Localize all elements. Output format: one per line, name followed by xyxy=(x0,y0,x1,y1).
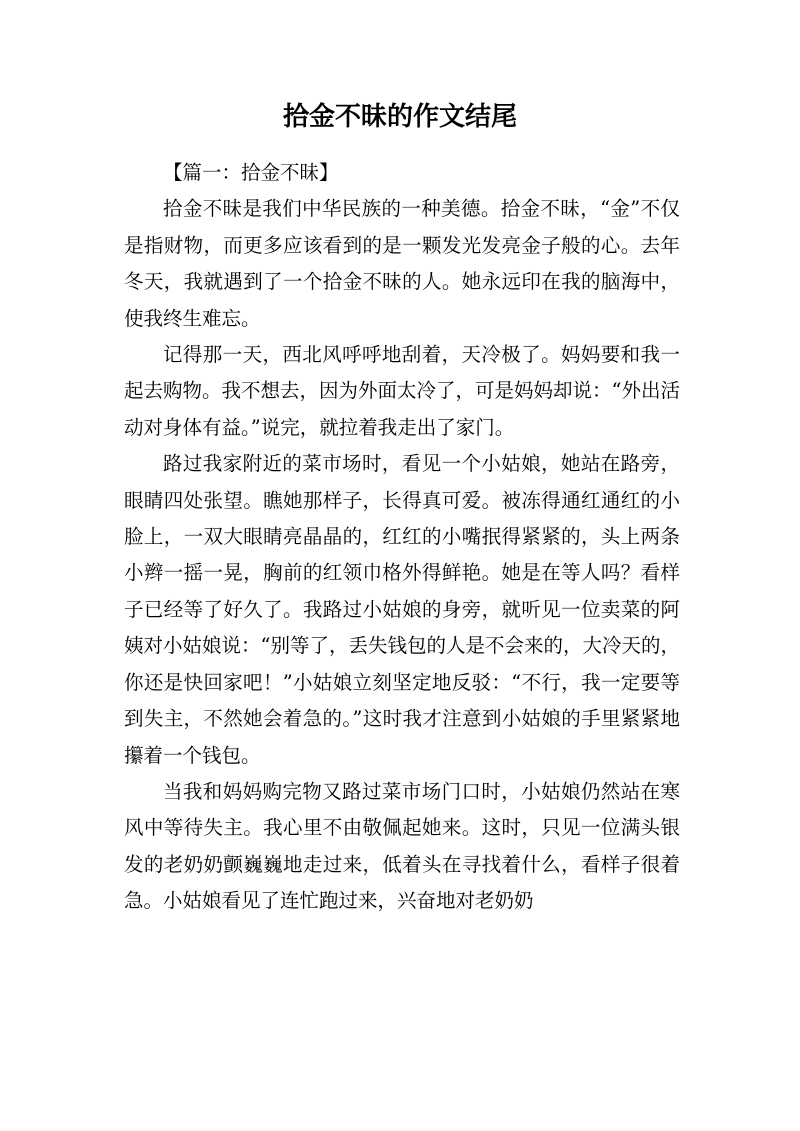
document-title: 拾金不昧的作文结尾 xyxy=(282,102,517,132)
paragraph-4: 当我和妈妈购完物又路过菜市场门口时，小姑娘仍然站在寒风中等待失主。我心里不由敬佩起她来。这时，只见一位满头银发的老奶奶颤巍巍地走过来，低着头在寻找着什么，看样子很着急。小姑娘看见了连忙跑过来，兴奋地对老奶奶 xyxy=(124,779,680,913)
paragraph-2: 记得那一天，西北风呼呼地刮着，天冷极了。妈妈要和我一起去购物。我不想去，因为外面太冷了，可是妈妈却说：“外出活动对身体有益。”说完，就拉着我走出了家门。 xyxy=(124,343,680,439)
section-heading: 【篇一：拾金不昧】 xyxy=(163,161,339,184)
paragraph-3: 路过我家附近的菜市场时，看见一个小姑娘，她站在路旁，眼睛四处张望。瞧她那样子，长得真可爱。被冻得通红通红的小脸上，一双大眼睛亮晶晶的，红红的小嘴抿得紧紧的，头上两条小辫一摇一晃，胸前的红领巾格外得鲜艳。她是在等人吗？看样子已经等了好久了。我路过小姑娘的身旁，就听见一位卖菜的阿姨对小姑娘说：“别等了，丢失钱包的人是不会来的，大冷天的，你还是快回家吧！”小姑娘立刻坚定地反驳：“不行，我一定要等到失主，不然她会着急的。”这时我才注意到小姑娘的手里紧紧地攥着一个钱包。 xyxy=(124,452,680,767)
document-body xyxy=(124,155,680,920)
paragraph-1: 拾金不昧是我们中华民族的一种美德。拾金不昧，“金”不仅是指财物，而更多应该看到的是一颗发光发亮金子般的心。去年冬天，我就遇到了一个拾金不昧的人。她永远印在我的脑海中，使我终生难忘。 xyxy=(124,197,680,330)
